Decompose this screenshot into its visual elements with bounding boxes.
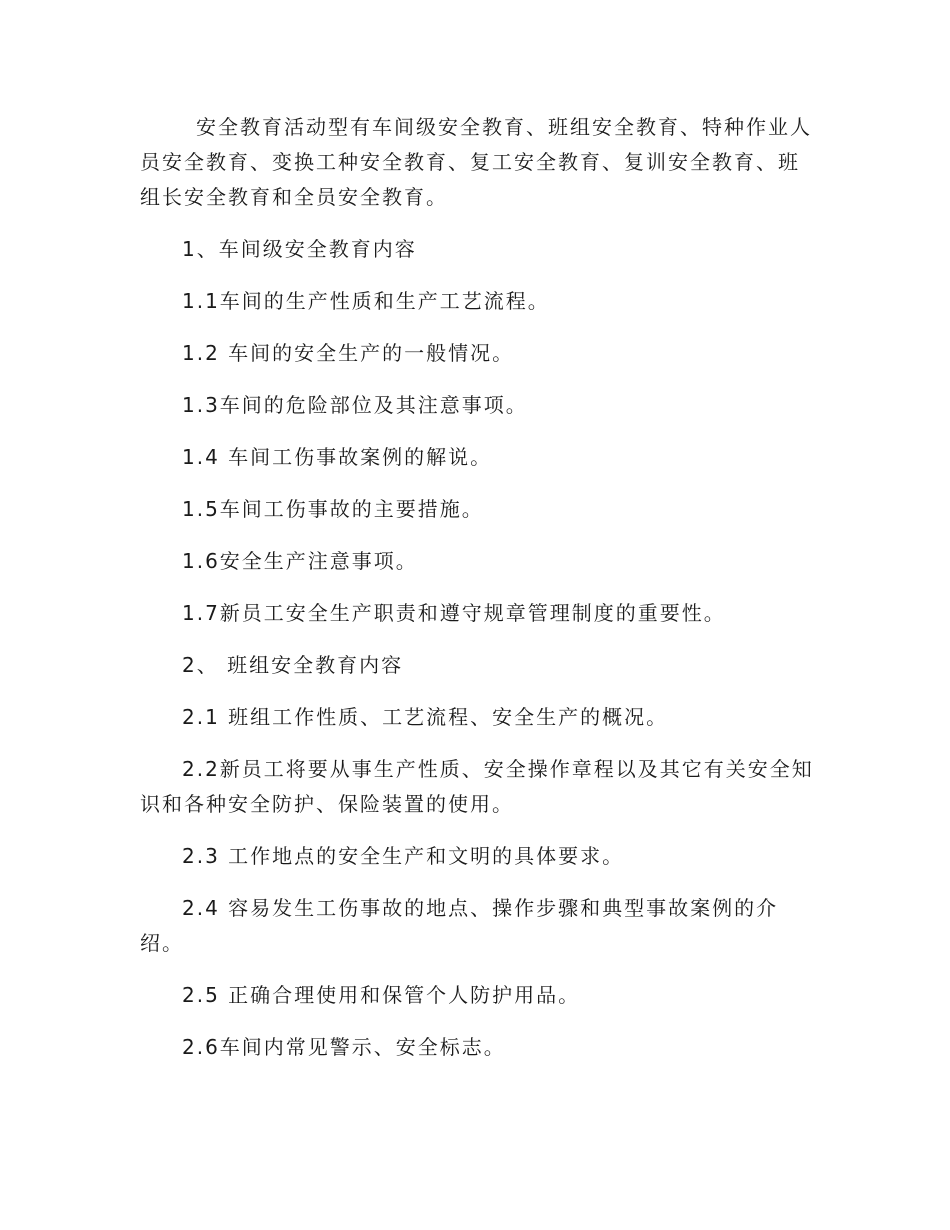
list-item: 2.6车间内常见警示、安全标志。 <box>182 1035 506 1059</box>
list-item: 1.5车间工伤事故的主要措施。 <box>182 497 484 521</box>
list-item: 2.1 班组工作性质、工艺流程、安全生产的概况。 <box>182 705 669 729</box>
list-item: 2.5 正确合理使用和保管个人防护用品。 <box>182 983 581 1007</box>
list-item: 2.4 容易发生工伤事故的地点、操作步骤和典型事故案例的介绍。 <box>140 896 779 955</box>
list-item: 1.7新员工安全生产职责和遵守规章管理制度的重要性。 <box>182 601 726 625</box>
document-body <box>140 110 820 1065</box>
list-item: 2.3 工作地点的安全生产和文明的具体要求。 <box>182 844 625 868</box>
list-item: 1.3车间的危险部位及其注意事项。 <box>182 393 528 417</box>
list-item: 1.4 车间工伤事故案例的解说。 <box>182 445 493 469</box>
list-item: 2.2新员工将要从事生产性质、安全操作章程以及其它有关安全知识和各种安全防护、保险装置的使用。 <box>140 757 814 816</box>
section-heading-team: 2、 班组安全教育内容 <box>182 653 404 677</box>
list-item: 1.2 车间的安全生产的一般情况。 <box>182 341 515 365</box>
list-item: 1.1车间的生产性质和生产工艺流程。 <box>182 289 550 313</box>
intro-paragraph: 安全教育活动型有车间级安全教育、班组安全教育、特种作业人员安全教育、变换工种安全教育、复工安全教育、复训安全教育、班组长安全教育和全员安全教育。 <box>140 115 812 209</box>
section-heading-workshop: 1、车间级安全教育内容 <box>182 237 417 261</box>
list-item: 1.6安全生产注意事项。 <box>182 549 418 573</box>
